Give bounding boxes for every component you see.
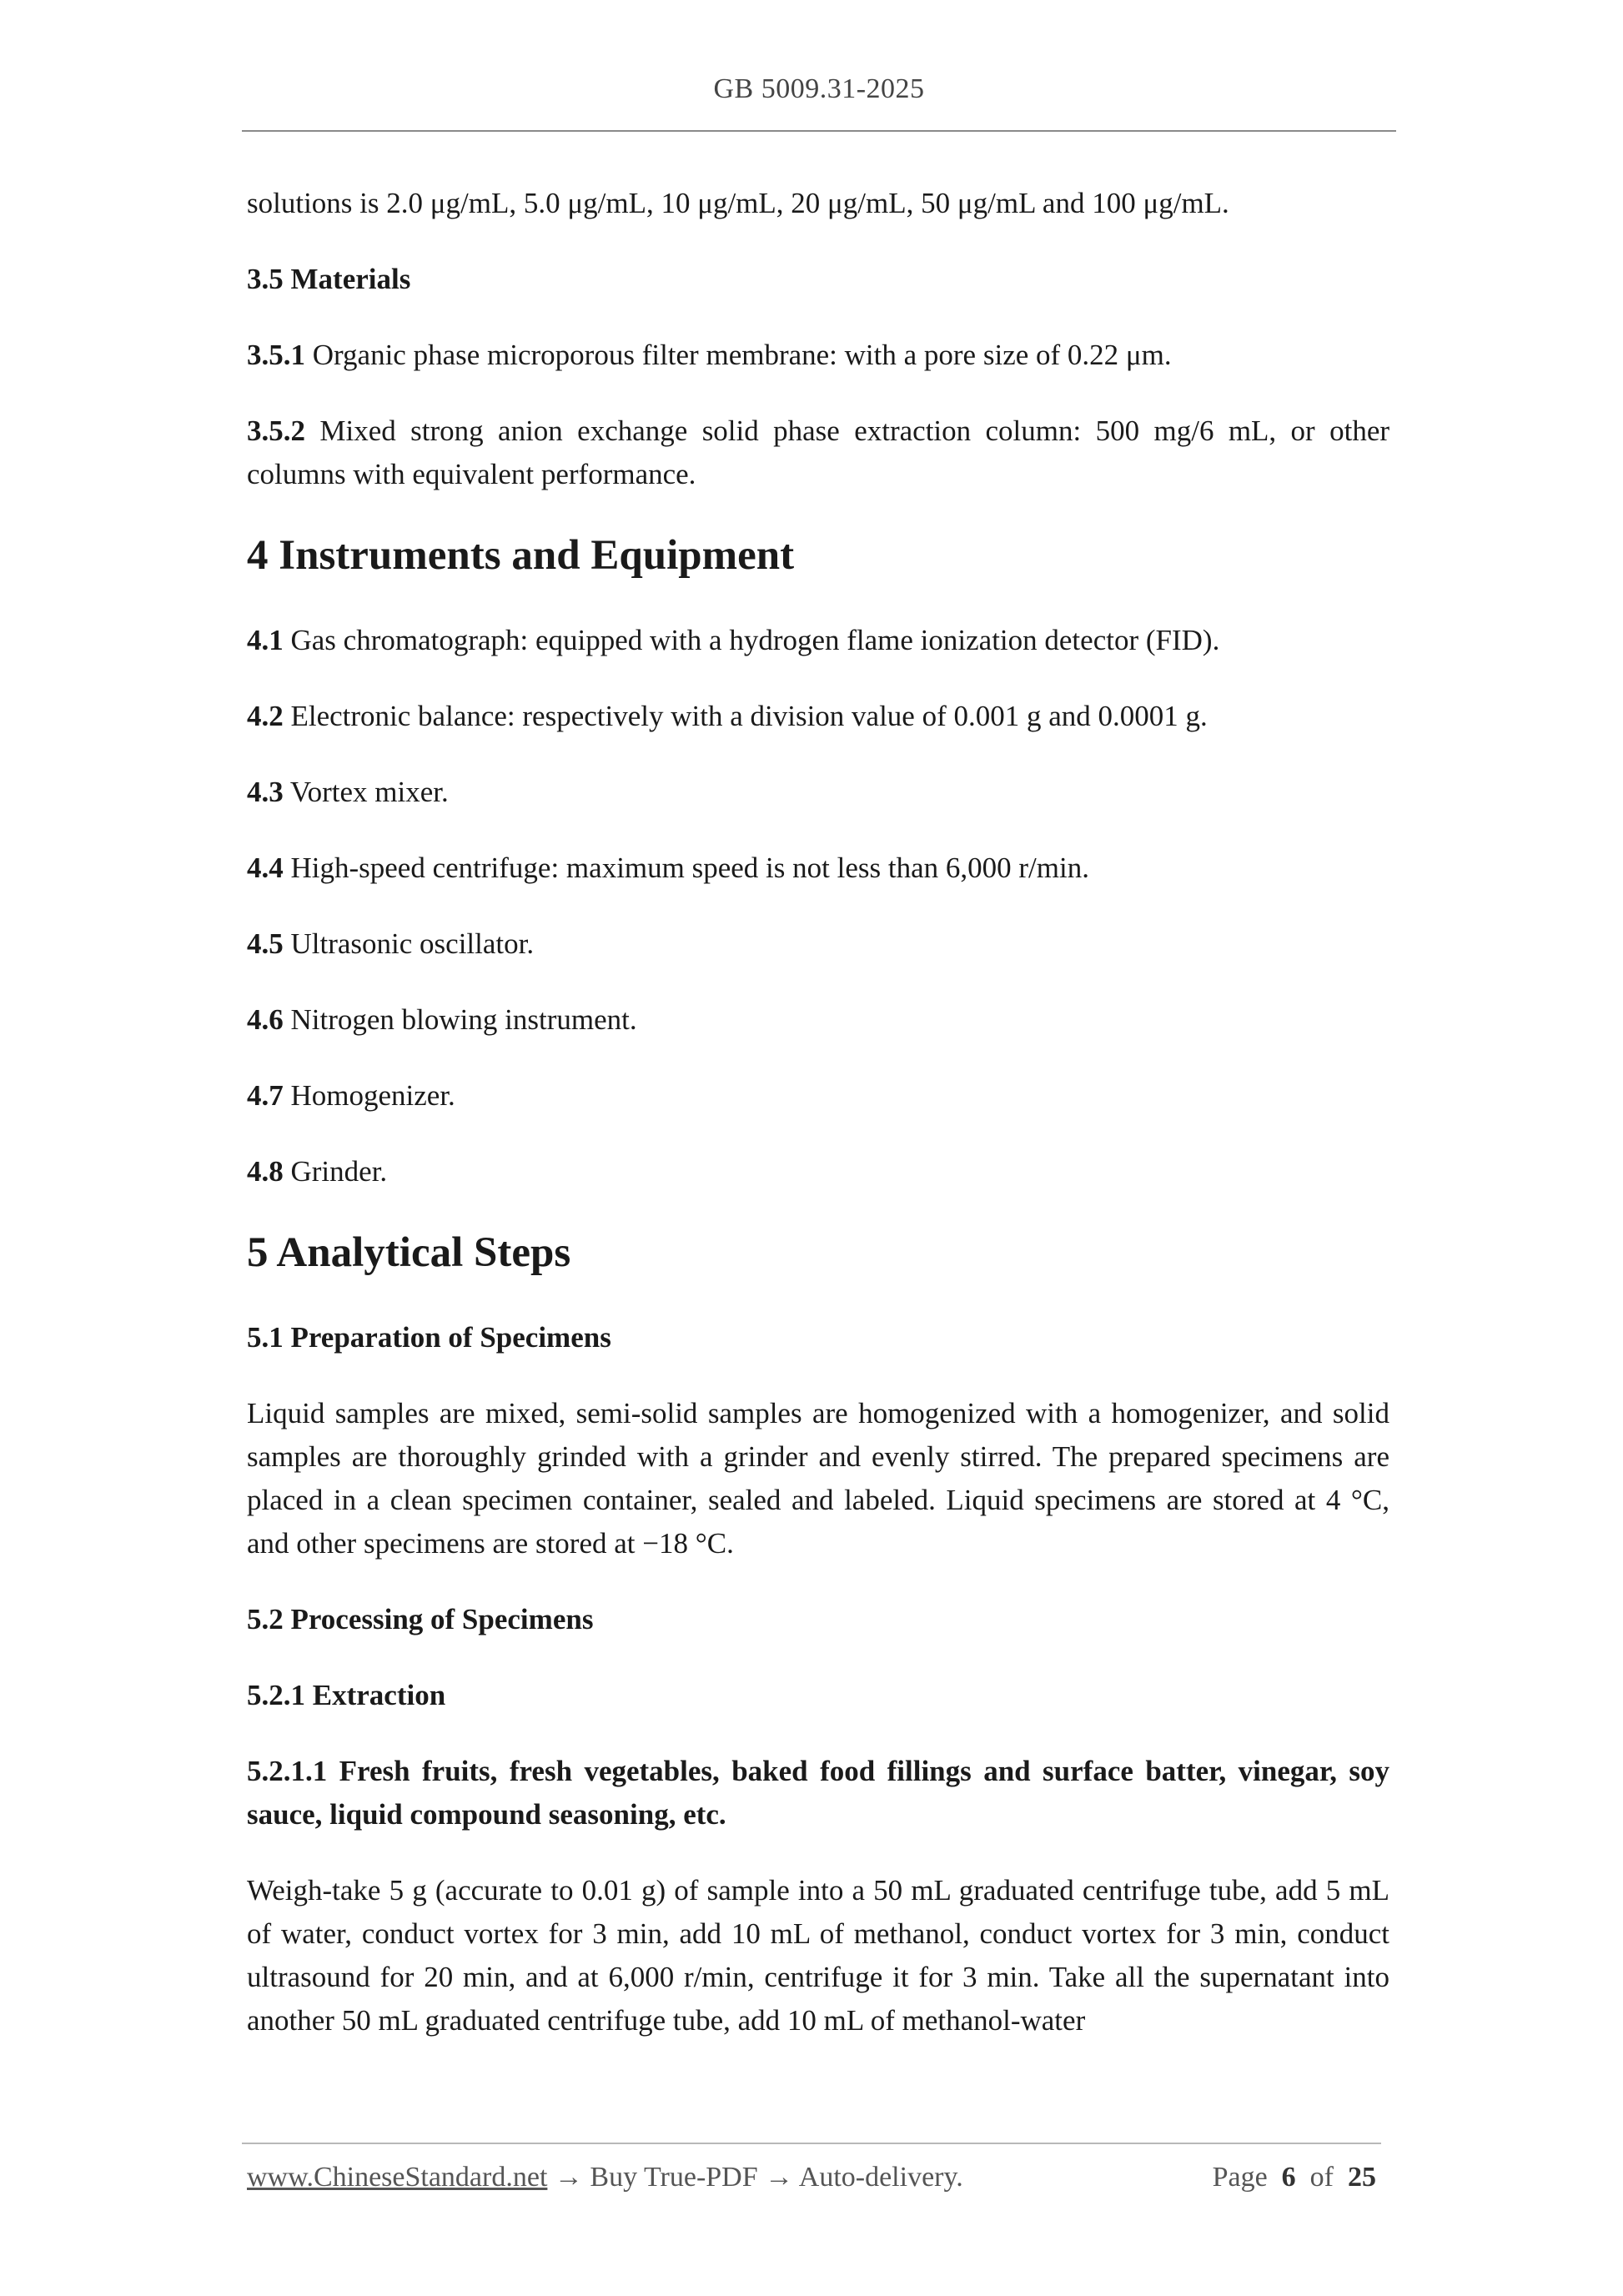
- clause-4-5: [247, 922, 1389, 966]
- clause-number: 4.8: [247, 1155, 284, 1188]
- clause-4-7: [247, 1074, 1389, 1118]
- arrow-right-icon: →: [554, 2162, 583, 2193]
- header-standard-code: GB 5009.31-2025: [713, 73, 925, 104]
- clause-text: High-speed centrifuge: maximum speed is not less than 6,000 r/min.: [290, 852, 1089, 884]
- clause-number: 4.1: [247, 624, 284, 656]
- clause-number: 4.3: [247, 776, 284, 808]
- heading-5-2: 5.2 Processing of Specimens: [247, 1603, 594, 1635]
- document-body: [247, 182, 1389, 2075]
- clause-number: 4.2: [247, 700, 284, 732]
- clause-text: Mixed strong anion exchange solid phase extraction column: 500 mg/6 mL, or other columns with equivalent performance.: [247, 414, 1390, 490]
- footer-promo: [247, 2162, 963, 2193]
- page-current: 6: [1281, 2162, 1296, 2193]
- clause-text: Homogenizer.: [290, 1079, 455, 1112]
- heading-3-5: 3.5 Materials: [247, 263, 411, 295]
- of-label: of: [1309, 2162, 1334, 2193]
- clause-4-8: [247, 1150, 1389, 1193]
- clause-4-4: [247, 847, 1389, 890]
- site-link[interactable]: www.ChineseStandard.net: [247, 2162, 548, 2193]
- clause-4-6: [247, 998, 1389, 1042]
- footer-divider: [242, 2143, 1381, 2144]
- delivery-text: Auto-delivery.: [798, 2162, 963, 2193]
- clause-number: 3.5.2: [247, 414, 305, 447]
- heading-5: 5 Analytical Steps: [247, 1229, 571, 1276]
- heading-5-2-1: 5.2.1 Extraction: [247, 1679, 446, 1711]
- clause-number: 3.5.1: [247, 339, 305, 371]
- clause-3-5-1: [247, 334, 1389, 377]
- clause-text: Nitrogen blowing instrument.: [290, 1003, 637, 1036]
- clause-text: Gas chromatograph: equipped with a hydrogen flame ionization detector (FID).: [290, 624, 1220, 656]
- clause-text: Organic phase microporous filter membrane: with a pore size of 0.22 μm.: [312, 339, 1172, 371]
- clause-4-3: [247, 771, 1389, 814]
- page-indicator: [1213, 2162, 1376, 2193]
- clause-number: 4.6: [247, 1003, 284, 1036]
- heading-4: 4 Instruments and Equipment: [247, 532, 795, 579]
- arrow-right-icon: →: [765, 2162, 794, 2193]
- heading-5-1: 5.1 Preparation of Specimens: [247, 1321, 611, 1354]
- clause-text: Electronic balance: respectively with a division value of 0.001 g and 0.0001 g.: [290, 700, 1208, 732]
- paragraph-solutions: solutions is 2.0 μg/mL, 5.0 μg/mL, 10 μg/mL, 20 μg/mL, 50 μg/mL and 100 μg/mL.: [247, 187, 1229, 219]
- heading-5-2-1-1: 5.2.1.1 Fresh fruits, fresh vegetables, baked food fillings and surface batter, vinegar, soy sauce, liquid compound seasoning, etc.: [247, 1755, 1389, 1831]
- clause-4-1: [247, 619, 1389, 662]
- page-label: Page: [1212, 2162, 1268, 2193]
- clause-text: Ultrasonic oscillator.: [290, 927, 535, 960]
- clause-number: 4.7: [247, 1079, 284, 1112]
- buy-text: Buy True-PDF: [590, 2162, 758, 2193]
- clause-number: 4.5: [247, 927, 284, 960]
- paragraph-5-2-1-1: Weigh-take 5 g (accurate to 0.01 g) of sample into a 50 mL graduated centrifuge tube, add 5 mL of water, conduct vortex for 3 min, add 10 mL of methanol, conduct vortex for 3 min, conduct ultrasound for 20 min, and at 6,000 r/min, centrifuge it for 3 min. Take all the supernatant into another 50 mL graduated centrifuge tube, add 10 mL of methanol-water: [247, 1874, 1389, 2037]
- clause-text: Vortex mixer.: [289, 776, 449, 808]
- clause-number: 4.4: [247, 852, 284, 884]
- page-total: 25: [1348, 2162, 1376, 2193]
- header-divider: [242, 130, 1396, 132]
- clause-4-2: [247, 695, 1389, 738]
- paragraph-5-1: Liquid samples are mixed, semi-solid samples are homogenized with a homogenizer, and solid samples are thoroughly grinded with a grinder and evenly stirred. The prepared specimens are placed in a clean specimen container, sealed and labeled. Liquid specimens are stored at 4 °C, and other specimens are stored at −18 °C.: [247, 1397, 1389, 1560]
- clause-3-5-2: [247, 409, 1389, 496]
- clause-text: Grinder.: [290, 1155, 388, 1188]
